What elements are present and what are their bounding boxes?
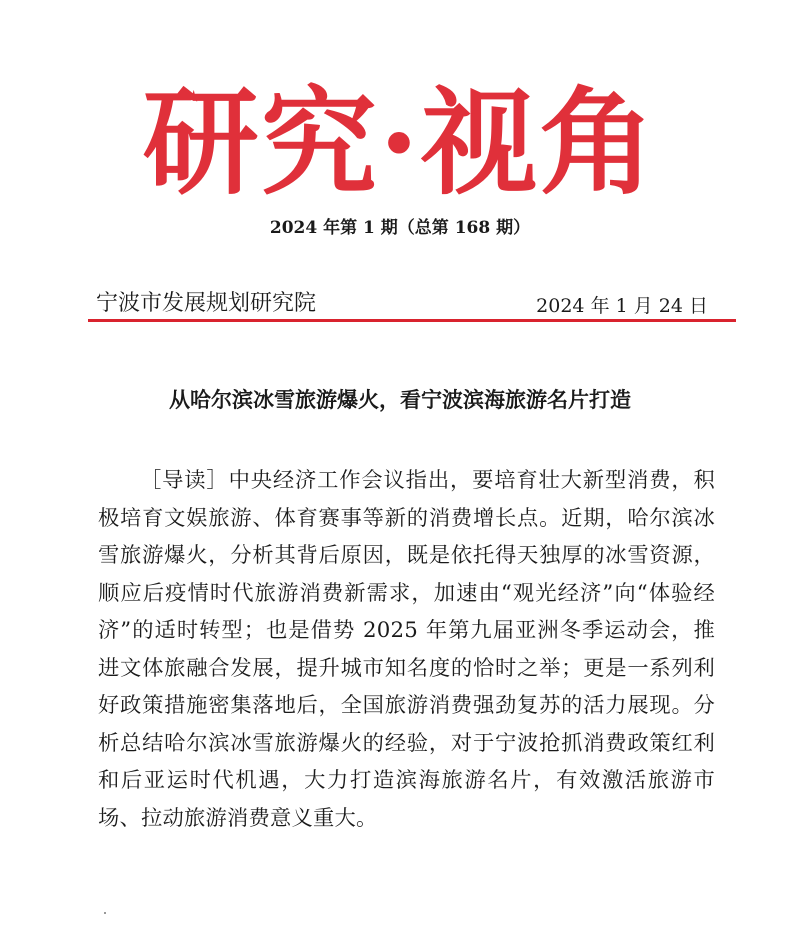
masthead-title: 研究·视角 [142,75,658,211]
lead-paragraph [98,462,715,837]
scan-speck [104,912,106,914]
lead-body: 中央经济工作会议指出，要培育壮大新型消费，积极培育文娱旅游、体育赛事等新的消费增长点。近期，哈尔滨冰雪旅游爆火，分析其背后原因，既是依托得天独厚的冰雪资源，顺应后疫情时代旅游消费新需求，加速由“观光经济”向“体验经济”的适时转型；也是借势 2025 年第九届亚洲冬季运动会，推进文体旅融合发展，提升城市知名度的恰时之举；更是一系列利好政策措施密集落地后，全国旅游消费强劲复苏的活力展现。分析总结哈尔滨冰雪旅游爆火的经验，对于宁波抢抓消费政策红利和后亚运时代机遇，大力打造滨海旅游名片，有效激活旅游市场、拉动旅游消费意义重大。 [98,468,715,831]
lead-tag: ［导读］ [140,468,229,493]
publish-date: 2024 年 1 月 24 日 [536,295,708,317]
header-divider [88,319,736,322]
article-title: 从哈尔滨冰雪旅游爆火，看宁波滨海旅游名片打造 [169,387,631,412]
organization-name: 宁波市发展规划研究院 [96,291,317,316]
issue-number: 2024 年第 1 期（总第 168 期） [269,218,531,238]
